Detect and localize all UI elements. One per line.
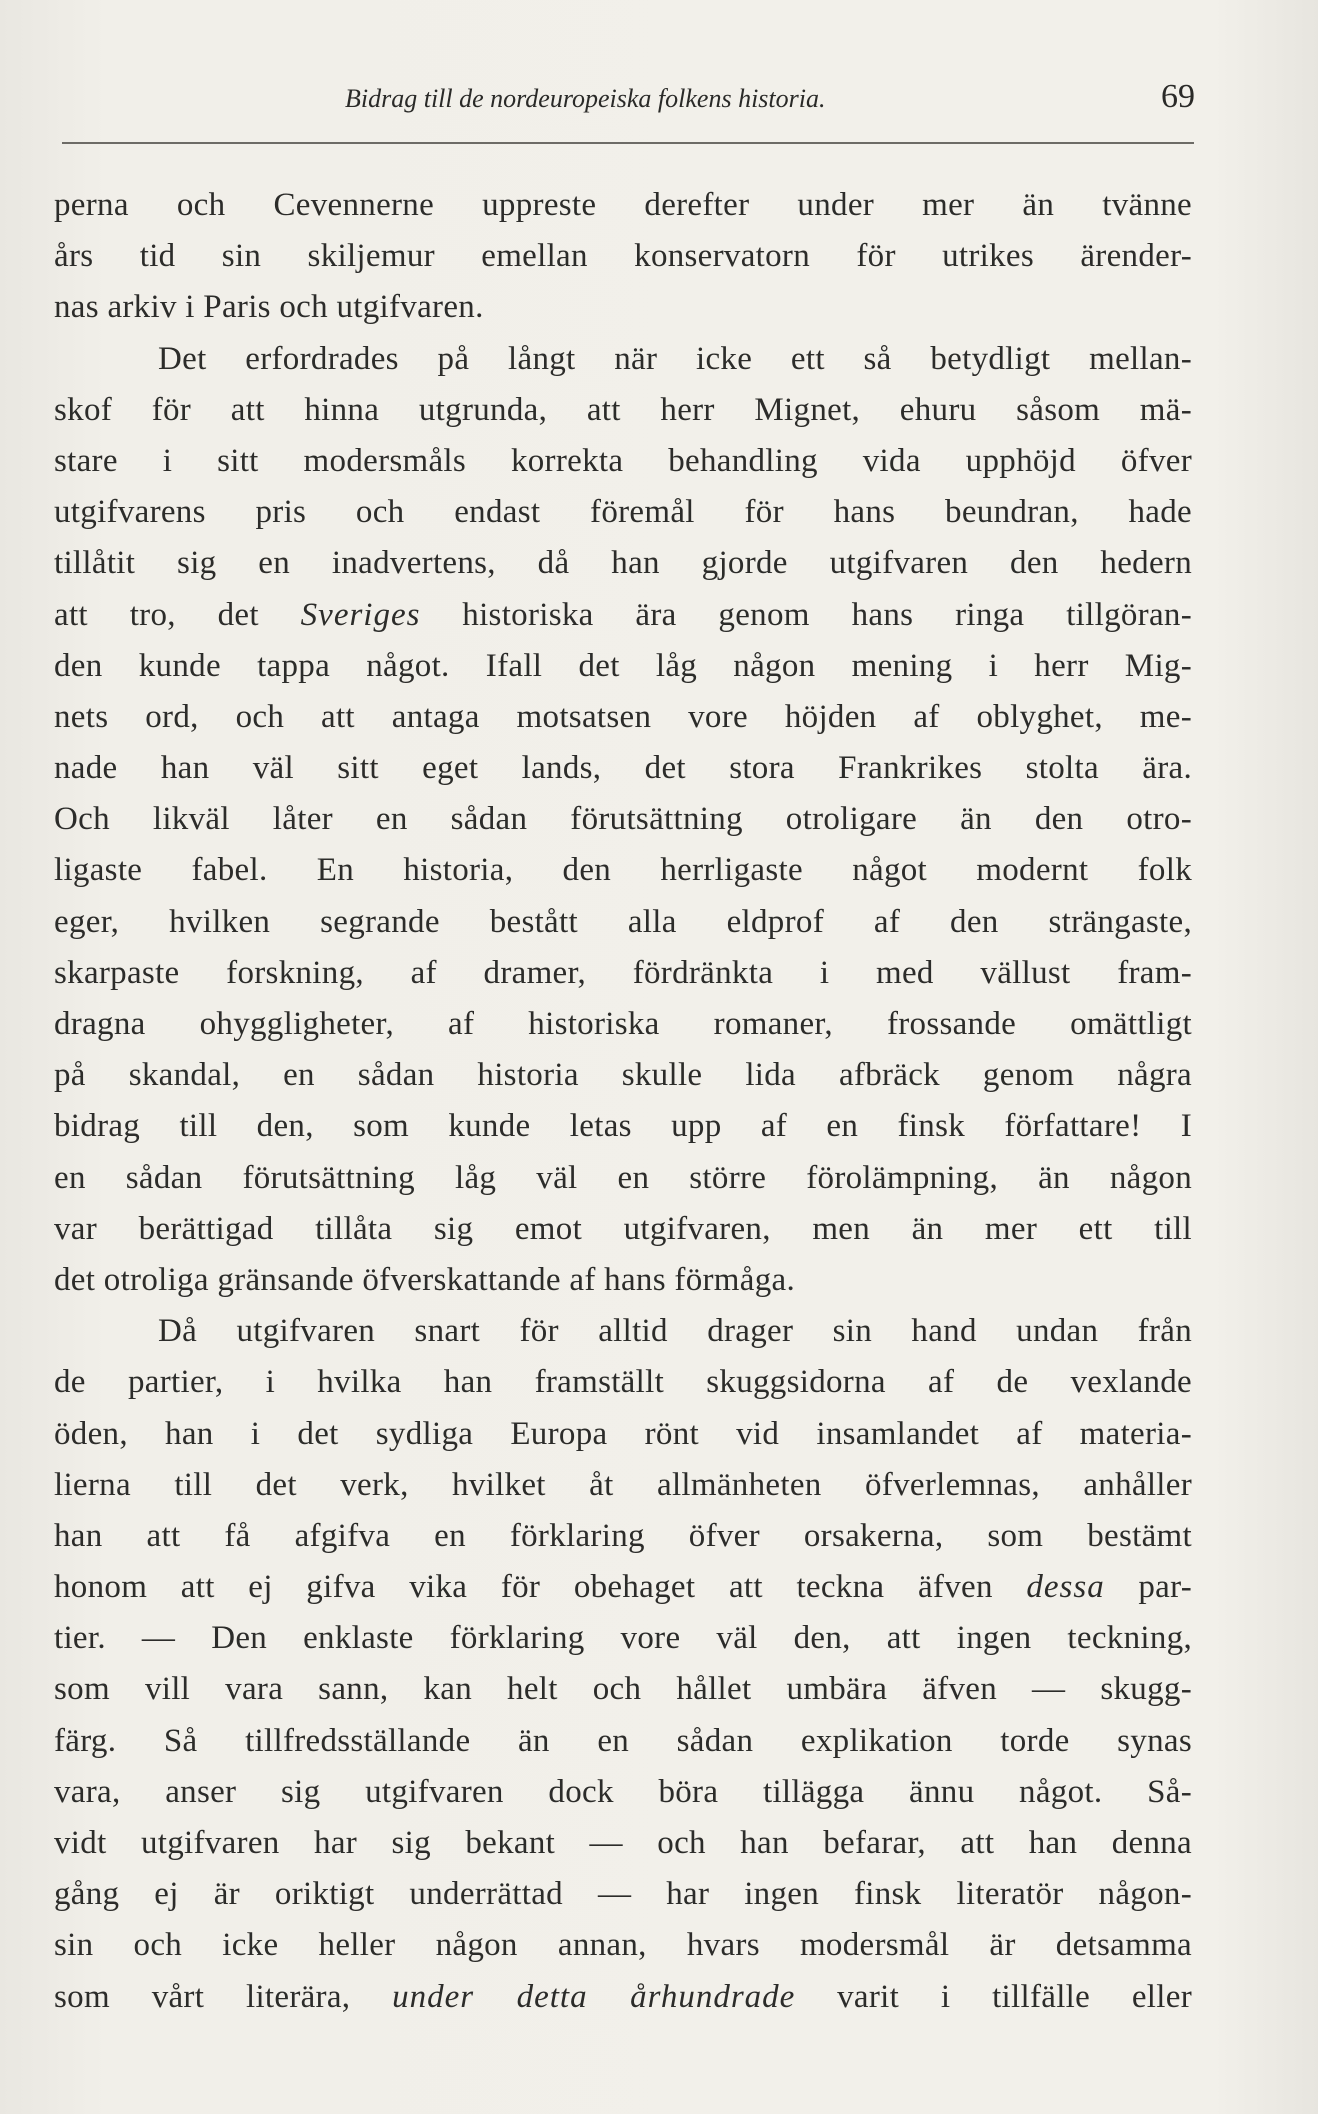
- text-segment: honom att ej gifva vika för obehaget att teckna äfven: [54, 1569, 1027, 1606]
- text-line: öden, han i det sydliga Europa rönt vid insamlandet af materia-: [54, 1415, 1192, 1452]
- text-line: utgifvarens pris och endast föremål för hans beundran, hade: [54, 494, 1192, 531]
- page-number: 69: [1161, 78, 1195, 115]
- text-line: ligaste fabel. En historia, den herrligaste något modernt folk: [54, 852, 1192, 889]
- page-header: [60, 78, 1195, 128]
- body-text: [54, 180, 1192, 2023]
- text-line: han att få afgifva en förklaring öfver orsakerna, som bestämt: [54, 1517, 1192, 1554]
- text-line: perna och Cevennerne uppreste derefter under mer än tvänne: [54, 187, 1192, 223]
- text-segment: varit i tillfälle eller: [795, 1978, 1192, 2015]
- text-line: sin och icke heller någon annan, hvars modersmål är detsamma: [54, 1927, 1192, 1964]
- text-line: [54, 1562, 1192, 1613]
- text-line: på skandal, en sådan historia skulle lida afbräck genom några: [54, 1057, 1192, 1094]
- text-line: det otroliga gränsande öfverskattande af hans förmåga.: [54, 1261, 795, 1298]
- text-line: nets ord, och att antaga motsatsen vore höjden af oblyghet, me-: [54, 698, 1192, 735]
- text-line: en sådan förutsättning låg väl en större förolämpning, än någon: [54, 1159, 1192, 1196]
- text-line: [54, 590, 1192, 641]
- text-segment: som vårt literära,: [54, 1978, 393, 2015]
- text-line: Och likväl låter en sådan förutsättning otroligare än den otro-: [54, 801, 1192, 838]
- text-line: bidrag till den, som kunde letas upp af en finsk författare! I: [54, 1108, 1192, 1145]
- text-line: stare i sitt modersmåls korrekta behandling vida upphöjd öfver: [54, 442, 1192, 479]
- text-line: nade han väl sitt eget lands, det stora Frankrikes stolta ära.: [54, 750, 1192, 787]
- text-line: vidt utgifvaren har sig bekant — och han befarar, att han denna: [54, 1825, 1192, 1861]
- text-line: dragna ohyggligheter, af historiska romaner, frossande omättligt: [54, 1006, 1192, 1042]
- emphasized-text: dessa: [1026, 1569, 1105, 1606]
- text-line: års tid sin skiljemur emellan konservatorn för utrikes ärender-: [54, 238, 1192, 275]
- text-line: lierna till det verk, hvilket åt allmänheten öfverlemnas, anhåller: [54, 1466, 1192, 1503]
- text-line: [54, 1972, 1192, 2023]
- text-line: tier. — Den enklaste förklaring vore väl den, att ingen teckning,: [54, 1620, 1192, 1657]
- text-line: Det erfordrades på långt när icke ett så betydligt mellan-: [158, 340, 1192, 377]
- text-line: nas arkiv i Paris och utgifvaren.: [54, 289, 484, 326]
- header-rule: [62, 142, 1194, 144]
- text-line: de partier, i hvilka han framställt skuggsidorna af de vexlande: [54, 1364, 1192, 1401]
- text-line: den kunde tappa något. Ifall det låg någon mening i herr Mig-: [54, 647, 1192, 684]
- text-line: Då utgifvaren snart för alltid drager sin hand undan från: [158, 1313, 1192, 1350]
- text-segment: par-: [1104, 1569, 1192, 1606]
- running-title: Bidrag till de nordeuropeiska folkens historia.: [345, 84, 826, 113]
- text-line: färg. Så tillfredsställande än en sådan explikation torde synas: [54, 1722, 1192, 1759]
- text-line: var berättigad tillåta sig emot utgifvaren, men än mer ett till: [54, 1210, 1192, 1247]
- text-line: skof för att hinna utgrunda, att herr Mignet, ehuru såsom mä-: [54, 391, 1192, 428]
- text-line: eger, hvilken segrande bestått alla eldprof af den strängaste,: [54, 903, 1192, 940]
- text-segment: historiska ära genom hans ringa tillgöran-: [420, 596, 1193, 633]
- emphasized-text: under detta århundrade: [392, 1978, 796, 2015]
- text-line: skarpaste forskning, af dramer, fördränkta i med vällust fram-: [54, 954, 1192, 991]
- text-line: vara, anser sig utgifvaren dock böra tillägga ännu något. Så-: [54, 1773, 1192, 1810]
- text-line: tillåtit sig en inadvertens, då han gjorde utgifvaren den hedern: [54, 545, 1192, 582]
- text-line: gång ej är oriktigt underrättad — har ingen finsk literatör någon-: [54, 1876, 1192, 1913]
- emphasized-text: Sveriges: [300, 596, 421, 633]
- text-line: som vill vara sann, kan helt och hållet umbära äfven — skugg-: [54, 1671, 1192, 1708]
- text-segment: att tro, det: [54, 596, 301, 633]
